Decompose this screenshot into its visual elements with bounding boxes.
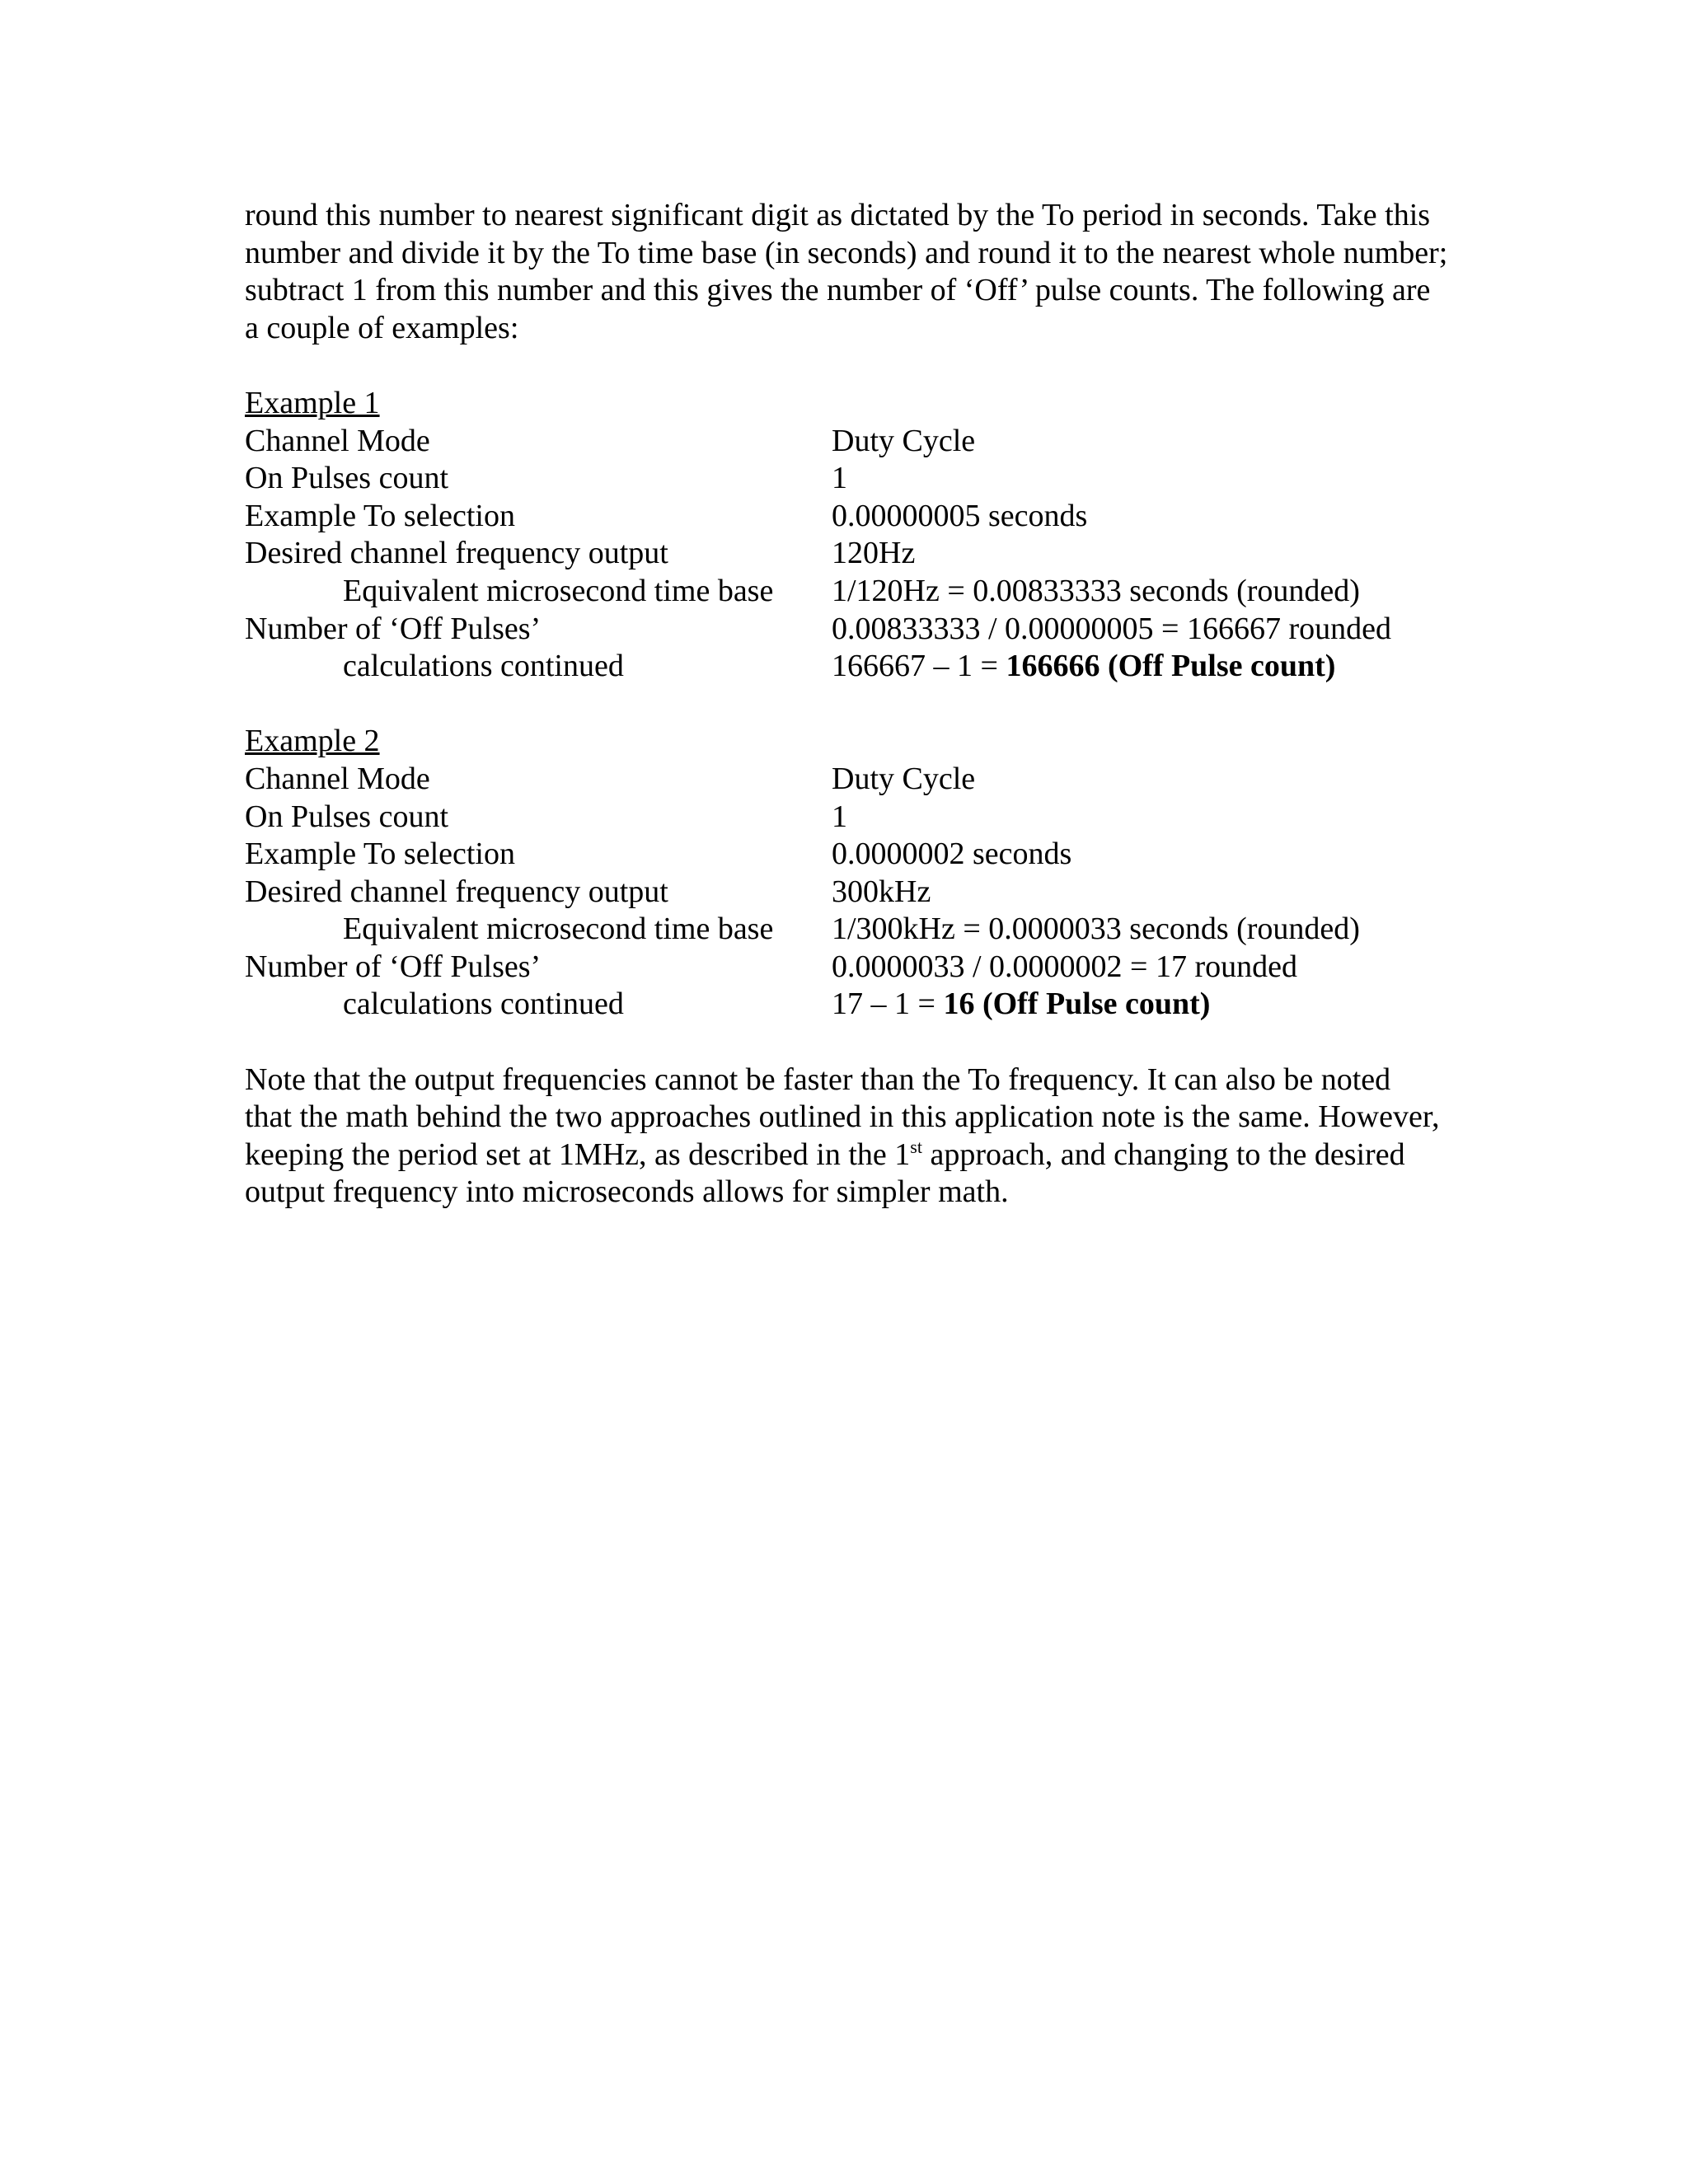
note-text: approach, and changing to the desired — [921, 1137, 1405, 1172]
row-value: 1 — [832, 799, 847, 834]
row-label: Example To selection — [245, 498, 515, 533]
row-value: 0.0000002 seconds — [832, 837, 1072, 872]
example-row — [245, 611, 1514, 649]
spacer — [245, 347, 1514, 385]
row-value — [832, 986, 1514, 1024]
off-pulse-count-result: 166666 (Off Pulse count) — [1006, 649, 1336, 684]
example-row — [245, 836, 1514, 874]
row-value: 0.00000005 seconds — [832, 498, 1088, 533]
value-prefix: 166667 – 1 = — [832, 649, 1006, 684]
note-line: Note that the output frequencies cannot be faster than the To frequency. It can also be noted — [245, 1062, 1391, 1097]
row-value: 1/300kHz = 0.0000033 seconds (rounded) — [832, 912, 1360, 947]
example-row — [245, 986, 1514, 1024]
example-title: Example 1 — [245, 385, 380, 420]
value-prefix: 17 – 1 = — [832, 987, 944, 1022]
example-row — [245, 535, 1514, 573]
row-value: 0.0000033 / 0.0000002 = 17 rounded — [832, 949, 1298, 984]
example-row — [245, 423, 1514, 461]
note-line — [245, 1137, 1514, 1174]
row-label: Equivalent microsecond time base — [343, 912, 774, 947]
example-1-block — [245, 385, 1514, 686]
row-value: Duty Cycle — [832, 761, 976, 796]
example-row — [245, 648, 1514, 686]
row-value: 300kHz — [832, 874, 931, 909]
spacer — [245, 1024, 1514, 1062]
example-row — [245, 498, 1514, 536]
example-title: Example 2 — [245, 724, 380, 759]
intro-paragraph — [245, 197, 1514, 347]
row-label: On Pulses count — [245, 799, 448, 834]
spacer — [245, 686, 1514, 724]
note-line: that the math behind the two approaches outlined in this application note is the same. However, — [245, 1099, 1440, 1135]
off-pulse-count-result: 16 (Off Pulse count) — [943, 987, 1211, 1022]
note-paragraph — [245, 1062, 1514, 1212]
example-2-block — [245, 723, 1514, 1024]
document-page — [245, 197, 1514, 1212]
note-line: output frequency into microseconds allows for simpler math. — [245, 1174, 1009, 1210]
intro-line: a couple of examples: — [245, 310, 519, 345]
example-row — [245, 949, 1514, 987]
row-value: 1/120Hz = 0.00833333 seconds (rounded) — [832, 573, 1360, 608]
intro-line: round this number to nearest significant digit as dictated by the To period in seconds. Take this — [245, 198, 1431, 232]
example-row — [245, 911, 1514, 949]
example-row — [245, 799, 1514, 837]
row-label: calculations continued — [343, 649, 624, 684]
ordinal-superscript: st — [910, 1136, 922, 1157]
row-value: 0.00833333 / 0.00000005 = 166667 rounded — [832, 611, 1392, 646]
row-value: Duty Cycle — [832, 423, 976, 458]
example-row — [245, 874, 1514, 912]
row-value: 1 — [832, 461, 847, 496]
row-label: Equivalent microsecond time base — [343, 573, 774, 608]
intro-line: number and divide it by the To time base (in seconds) and round it to the nearest whole number; — [245, 235, 1448, 270]
row-label: calculations continued — [343, 987, 624, 1022]
example-row — [245, 460, 1514, 498]
row-label: Desired channel frequency output — [245, 536, 668, 571]
note-text: keeping the period set at 1MHz, as described in the 1 — [245, 1137, 911, 1172]
example-row — [245, 761, 1514, 799]
row-label: Desired channel frequency output — [245, 874, 668, 909]
row-label: Channel Mode — [245, 761, 430, 796]
example-row — [245, 573, 1514, 611]
row-label: Number of ‘Off Pulses’ — [245, 611, 542, 646]
row-value: 120Hz — [832, 536, 916, 571]
row-label: Number of ‘Off Pulses’ — [245, 949, 542, 984]
intro-line: subtract 1 from this number and this gives the number of ‘Off’ pulse counts. The following are — [245, 273, 1431, 308]
row-label: On Pulses count — [245, 461, 448, 496]
row-label: Example To selection — [245, 837, 515, 872]
row-value — [832, 648, 1514, 686]
row-label: Channel Mode — [245, 423, 430, 458]
